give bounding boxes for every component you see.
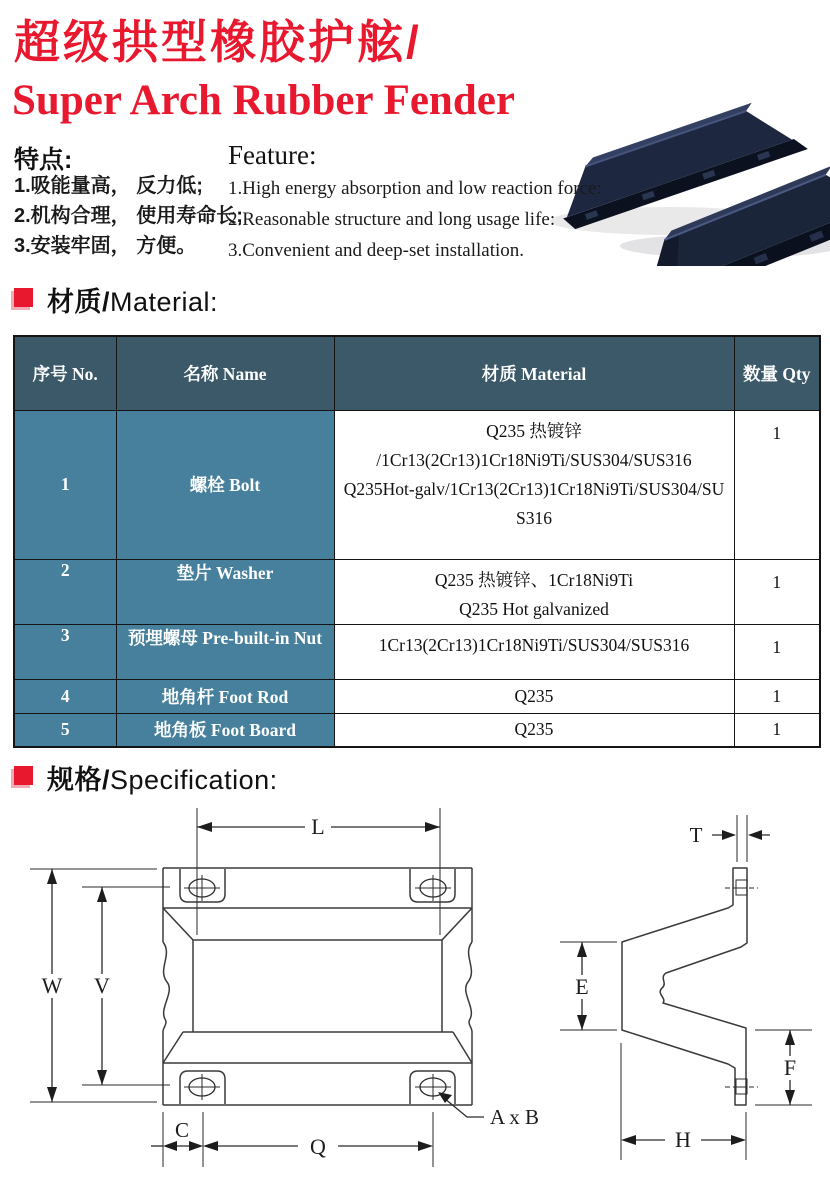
callout-AxB [438, 1092, 539, 1129]
cell-qty [734, 624, 820, 679]
cell-no: 5 [14, 713, 116, 747]
col-header-qty: 数量 Qty [734, 336, 820, 410]
dim-label-C: C [174, 1118, 190, 1142]
dimension-T [690, 815, 770, 862]
section-title-spec-en: Specification: [110, 765, 278, 795]
cell-no: 2 [14, 559, 116, 624]
fender-section-outline [622, 868, 747, 1105]
material-line: 1Cr13(2Cr13)1Cr18Ni9Ti/SUS304/SUS316 [378, 634, 690, 655]
qty-value: 1 [772, 636, 782, 657]
wavy-edge-left [163, 942, 169, 1032]
material-line: Q235Hot-galv/1Cr13(2Cr13)1Cr18Ni9Ti/SUS304/SU [343, 478, 725, 499]
cell-qty [734, 559, 820, 624]
cell-no: 4 [14, 679, 116, 713]
col-header-material: 材质 Material [334, 336, 734, 410]
feature-item-zh: 1.吸能量高， 反力低; [14, 175, 203, 197]
dim-label-L: L [311, 814, 325, 839]
material-line: Q235 热镀锌、1Cr18Ni9Ti [434, 569, 634, 590]
red-square-bullet-icon [14, 766, 33, 785]
feature-item-zh: 2.机构合理， 使用寿命长; [14, 205, 243, 227]
section-title-material-zh: 材质/ [47, 287, 111, 317]
features-heading-zh: 特点: [14, 146, 73, 174]
dimension-H [621, 1043, 746, 1160]
bolt-section-top [725, 880, 758, 895]
dimension-F [755, 1030, 812, 1105]
dim-label-T: T [689, 823, 703, 847]
dimension-Q [203, 1112, 433, 1167]
feature-item-zh: 3.安装牢固， 方便。 [14, 235, 197, 257]
cell-name: 螺栓 Bolt [116, 410, 334, 559]
cell-name: 垫片 Washer [116, 559, 334, 624]
table-row [14, 713, 820, 747]
cell-name: 地角杆 Foot Rod [116, 679, 334, 713]
table-row [14, 624, 820, 679]
cell-name: 预埋螺母 Pre-built-in Nut [116, 624, 334, 679]
dim-label-W: W [41, 973, 63, 998]
page-title-chinese: 超级拱型橡胶护舷/ [14, 16, 422, 68]
table-header-row [14, 336, 820, 410]
cell-material [334, 410, 734, 559]
section-title-material-en: Material: [110, 287, 219, 317]
dim-label-H: H [675, 1127, 691, 1152]
dim-label-E: E [575, 974, 589, 999]
cell-qty [734, 410, 820, 559]
table-row [14, 410, 820, 559]
bolt-section-bottom [725, 1079, 758, 1094]
material-table [13, 335, 821, 748]
specification-drawing [0, 790, 830, 1194]
table-row [14, 679, 820, 713]
cell-material [334, 559, 734, 624]
wavy-edge-right [466, 942, 472, 1032]
table-row [14, 559, 820, 624]
dim-label-V: V [94, 973, 110, 998]
material-line: Q235 热镀锌 [486, 420, 582, 441]
cell-name: 地角板 Foot Board [116, 713, 334, 747]
plan-view-drawing [30, 808, 539, 1167]
material-line: S316 [516, 507, 552, 528]
cross-section-drawing [560, 815, 812, 1160]
cell-material: Q235 [334, 679, 734, 713]
feature-item-en: 3.Convenient and deep-set installation. [228, 240, 525, 261]
qty-value: 1 [772, 422, 782, 443]
feature-item-en: 1.High energy absorption and low reaction force: [228, 178, 602, 199]
dimension-C [151, 1112, 203, 1167]
dim-label-AxB: A x B [490, 1105, 540, 1129]
qty-value: 1 [772, 571, 782, 592]
col-header-no: 序号 No. [14, 336, 116, 410]
feature-item-en: 2.Reasonable structure and long usage life: [228, 209, 556, 230]
dim-label-Q: Q [310, 1134, 326, 1159]
dimension-L [197, 808, 440, 935]
cell-qty: 1 [734, 679, 820, 713]
cell-qty: 1 [734, 713, 820, 747]
material-line: /1Cr13(2Cr13)1Cr18Ni9Ti/SUS304/SUS316 [376, 449, 692, 470]
section-title-spec-zh: 规格/ [47, 765, 111, 795]
col-header-name: 名称 Name [116, 336, 334, 410]
product-photo-rubber-fenders [540, 56, 830, 266]
cell-material [334, 624, 734, 679]
cell-no: 1 [14, 410, 116, 559]
dimension-E [560, 942, 617, 1030]
dim-label-F: F [783, 1055, 797, 1080]
dimension-V [82, 887, 170, 1085]
material-line: Q235 Hot galvanized [459, 598, 609, 619]
features-heading-en: Feature: [228, 140, 317, 170]
section-title-material [47, 280, 218, 319]
cell-no: 3 [14, 624, 116, 679]
red-square-bullet-icon [14, 288, 33, 307]
page-title-english: Super Arch Rubber Fender [12, 77, 515, 124]
cell-material: Q235 [334, 713, 734, 747]
